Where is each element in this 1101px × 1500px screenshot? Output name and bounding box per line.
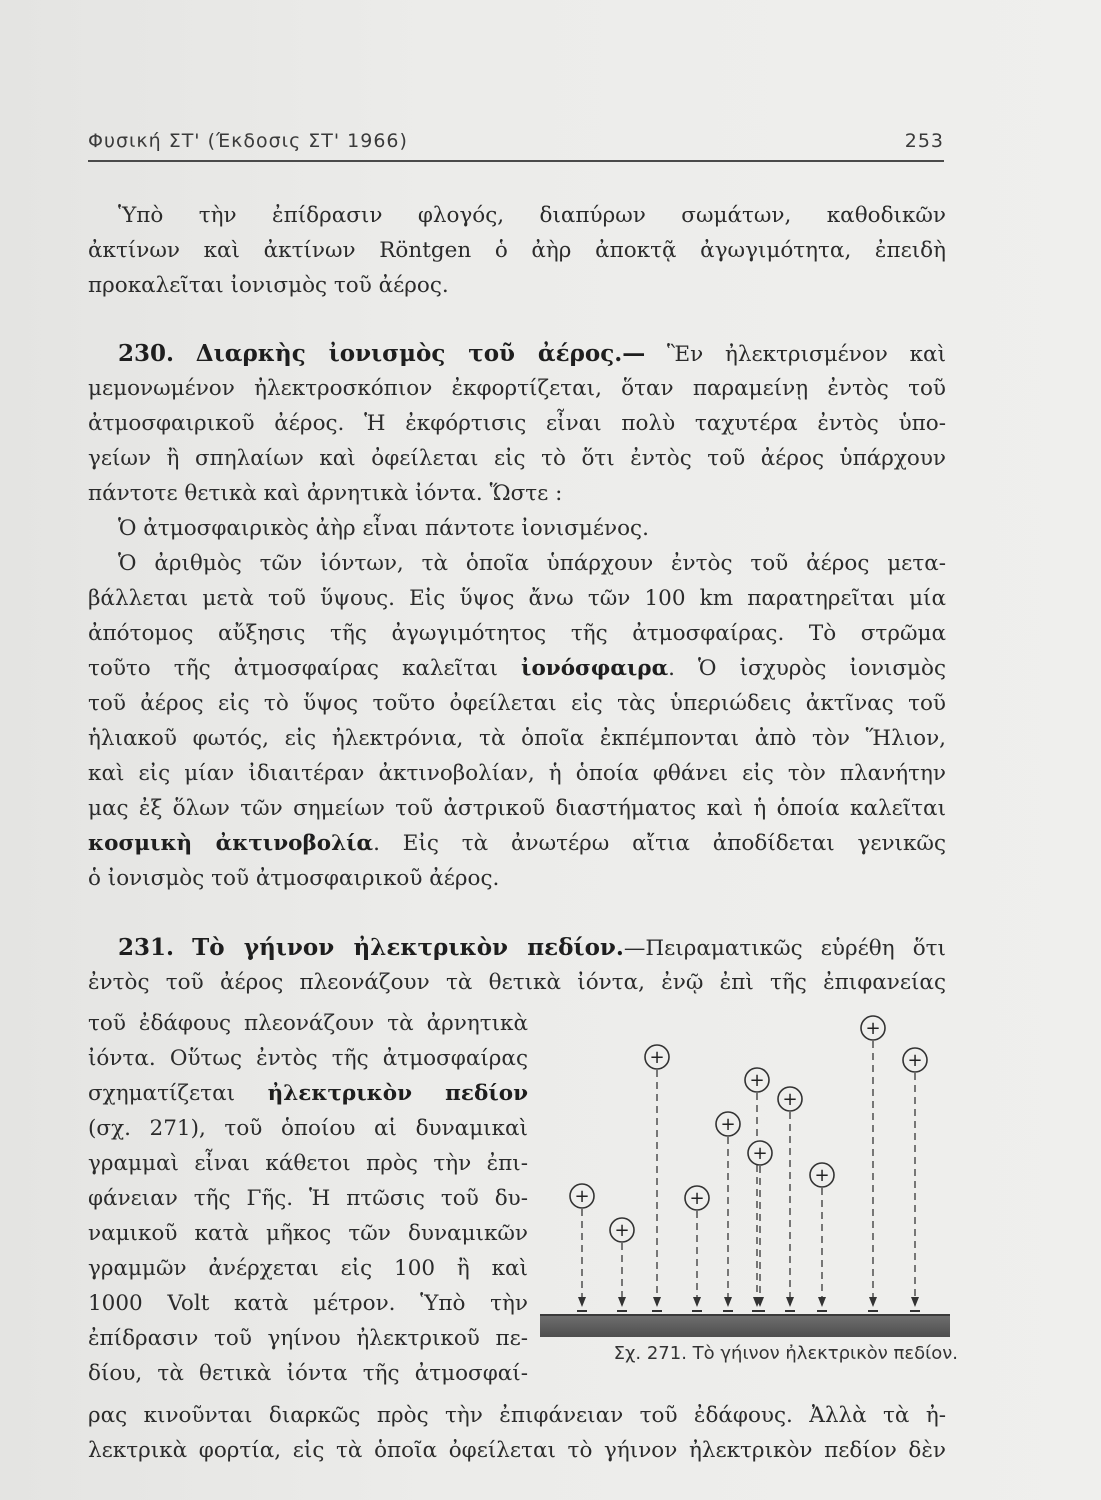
text-line: πάντοτε θετικὰ καὶ ἀρνητικὰ ἰόντα. Ὥστε : — [88, 481, 563, 506]
arrow-head — [578, 1297, 586, 1307]
arrow-head — [693, 1297, 701, 1307]
text-line: (σχ. 271), τοῦ ὁποίου αἱ δυναμικαὶ — [88, 1116, 528, 1141]
arrow-head — [911, 1297, 919, 1307]
plus-sign: + — [720, 1114, 736, 1135]
ion-field-lines — [570, 1016, 927, 1311]
text-line: ἡλιακοῦ φωτός, εἰς ἠλεκτρόνια, τὰ ὁποῖα ἐκπέμπονται ἀπὸ τὸν Ἥλιον, — [88, 726, 946, 751]
text-line: Ὁ ἀριθμὸς τῶν ἰόντων, τὰ ὁποῖα ὑπάρχουν ἐντὸς τοῦ ἀέρος μετα- — [118, 551, 946, 576]
plus-sign: + — [649, 1047, 665, 1068]
text-line: λεκτρικὰ φορτία, εἰς τὰ ὁποῖα ὀφείλεται τὸ γήινον ἠλεκτρικὸν πεδίον δὲν — [88, 1438, 946, 1463]
section-231 — [88, 930, 946, 1000]
text-line: μας ἐξ ὅλων τῶν σημείων τοῦ ἀστρικοῦ διαστήματος καὶ ἡ ὁποία καλεῖται — [88, 796, 946, 821]
figure-271-earth-electric-field — [540, 1010, 950, 1340]
section-230 — [88, 336, 946, 896]
figure-caption: Σχ. 271. Τὸ γήινον ἠλεκτρικὸν πεδίον. — [613, 1343, 958, 1364]
text-fragment: Ἓν ἠλεκτρισμένον καὶ — [667, 342, 946, 367]
text-line — [88, 826, 946, 861]
text-line: ἀτμοσφαιρικοῦ ἀέρος. Ἡ ἐκφόρτισις εἶναι πολὺ ταχυτέρα ἐντὸς ὑπο- — [88, 411, 946, 436]
arrow-head — [786, 1297, 794, 1307]
text-line: 1000 Volt κατὰ μέτρον. Ὑπὸ τὴν — [88, 1291, 528, 1316]
text-line: ἀπότομος αὔξησις τῆς ἀγωγιμότητος τῆς ἀτμοσφαίρας. Τὸ στρῶμα — [88, 621, 946, 646]
term-ionosphere: ἰονόσφαιρα — [521, 656, 669, 681]
text-line: γραμμαὶ εἶναι κάθετοι πρὸς τὴν ἐπι- — [88, 1151, 528, 1176]
text-fragment: . Ὁ ἰσχυρὸς ἰονισμὸς — [668, 656, 946, 681]
wrapped-text-column — [88, 1006, 528, 1391]
text-line: ἐπίδρασιν τοῦ γηίνου ἠλεκτρικοῦ πε- — [88, 1326, 528, 1351]
arrow-head — [618, 1297, 626, 1307]
text-line: Ὑπὸ τὴν ἐπίδρασιν φλογός, διαπύρων σωμάτων, καθοδικῶν — [118, 203, 946, 228]
positive-ion-11 — [903, 1048, 927, 1311]
positive-ion-6 — [745, 1068, 769, 1311]
text-fragment: σχηματίζεται — [88, 1081, 236, 1106]
positive-ion-4 — [685, 1186, 709, 1311]
text-line: τοῦ ἐδάφους πλεονάζουν τὰ ἀρνητικὰ — [88, 1011, 528, 1036]
arrow-head — [653, 1297, 661, 1307]
key-statement: Ὁ ἀτμοσφαιρικὸς ἀὴρ εἶναι πάντοτε ἰονισμένος. — [118, 516, 649, 541]
text-line: ἀκτίνων καὶ ἀκτίνων Röntgen ὁ ἀὴρ ἀποκτᾷ ἀγωγιμότητα, ἐπειδὴ — [88, 238, 946, 263]
text-line: γραμμῶν ἀνέρχεται εἰς 100 ἢ καὶ — [88, 1256, 528, 1281]
section-number: 230. — [118, 340, 175, 367]
text-line: ἰόντα. Οὕτως ἐντὸς τῆς ἀτμοσφαίρας — [88, 1046, 528, 1071]
text-line: ἐντὸς τοῦ ἀέρος πλεονάζουν τὰ θετικὰ ἰόντα, ἐνῷ ἐπὶ τῆς ἐπιφανείας — [88, 970, 946, 995]
text-line: μεμονωμένον ἠλεκτροσκόπιον ἐκφορτίζεται, ὅταν παραμείνῃ ἐντὸς τοῦ — [88, 376, 946, 401]
text-line: βάλλεται μετὰ τοῦ ὕψους. Εἰς ὕψος ἄνω τῶν 100 km παρατηρεῖται μία — [88, 586, 946, 611]
plus-sign: + — [749, 1070, 765, 1091]
positive-ion-1 — [570, 1184, 594, 1311]
section-title: Διαρκὴς ἰονισμὸς τοῦ ἀέρος.— — [195, 340, 646, 367]
plus-sign: + — [782, 1089, 798, 1110]
text-line — [88, 1076, 528, 1111]
intro-paragraph — [88, 198, 946, 303]
section-heading-line — [88, 336, 946, 371]
plus-sign: + — [814, 1165, 830, 1186]
running-title: Φυσική ΣΤ' (Έκδοσις ΣΤ' 1966) — [88, 130, 408, 152]
page-number: 253 — [904, 130, 944, 152]
text-line: τοῦ ἀέρος εἰς τὸ ὕψος τοῦτο ὀφείλεται εἰς τὰς ὑπεριώδεις ἀκτῖνας τοῦ — [88, 691, 946, 716]
positive-ion-5 — [716, 1112, 740, 1311]
running-header — [88, 126, 944, 162]
text-fragment: τοῦτο τῆς ἀτμοσφαίρας καλεῖται — [88, 656, 498, 681]
positive-ion-2 — [610, 1218, 634, 1311]
text-line: δίου, τὰ θετικὰ ἰόντα τῆς ἀτμοσφαί- — [88, 1361, 528, 1386]
term-electric-field: ἠλεκτρικὸν πεδίον — [267, 1081, 528, 1106]
section-number: 231. — [118, 934, 175, 961]
continuation-text — [88, 1398, 946, 1468]
arrow-head — [869, 1297, 877, 1307]
arrow-head — [724, 1297, 732, 1307]
plus-sign: + — [614, 1220, 630, 1241]
term-cosmic-radiation: κοσμικὴ ἀκτινοβολία — [88, 831, 374, 856]
positive-ion-9 — [810, 1163, 834, 1311]
plus-sign: + — [865, 1018, 881, 1039]
positive-ion-7 — [778, 1087, 802, 1311]
text-line: ναμικοῦ κατὰ μῆκος τῶν δυναμικῶν — [88, 1221, 528, 1246]
section-title: Τὸ γήινον ἠλεκτρικὸν πεδίον. — [192, 934, 624, 961]
text-line: γείων ἢ σπηλαίων καὶ ὀφείλεται εἰς τὸ ὅτι ἐντὸς τοῦ ἀέρος ὑπάρχουν — [88, 446, 946, 471]
plus-sign: + — [689, 1188, 705, 1209]
ground-surface — [540, 1315, 950, 1337]
arrow-head — [818, 1297, 826, 1307]
positive-ion-10 — [861, 1016, 885, 1311]
text-line: φάνειαν τῆς Γῆς. Ἡ πτῶσις τοῦ δυ- — [88, 1186, 528, 1211]
text-line: ὁ ἰονισμὸς τοῦ ἀτμοσφαιρικοῦ ἀέρος. — [88, 866, 500, 891]
text-line — [88, 651, 946, 686]
positive-ion-8 — [748, 1141, 772, 1311]
positive-ion-3 — [645, 1045, 669, 1311]
plus-sign: + — [907, 1050, 923, 1071]
plus-sign: + — [574, 1186, 590, 1207]
text-line: προκαλεῖται ἰονισμὸς τοῦ ἀέρος. — [88, 273, 449, 298]
text-line: ρας κινοῦνται διαρκῶς πρὸς τὴν ἐπιφάνειαν τοῦ ἐδάφους. Ἀλλὰ τὰ ἠ- — [88, 1403, 946, 1428]
text-fragment: —Πειραματικῶς εὑρέθη ὅτι — [623, 936, 946, 961]
text-line: καὶ εἰς μίαν ἰδιαιτέραν ἀκτινοβολίαν, ἡ ὁποία φθάνει εἰς τὸν πλανήτην — [88, 761, 946, 786]
section-heading-line — [88, 930, 946, 965]
plus-sign: + — [752, 1143, 768, 1164]
text-fragment: . Εἰς τὰ ἀνωτέρω αἴτια ἀποδίδεται γενικῶς — [373, 831, 946, 856]
